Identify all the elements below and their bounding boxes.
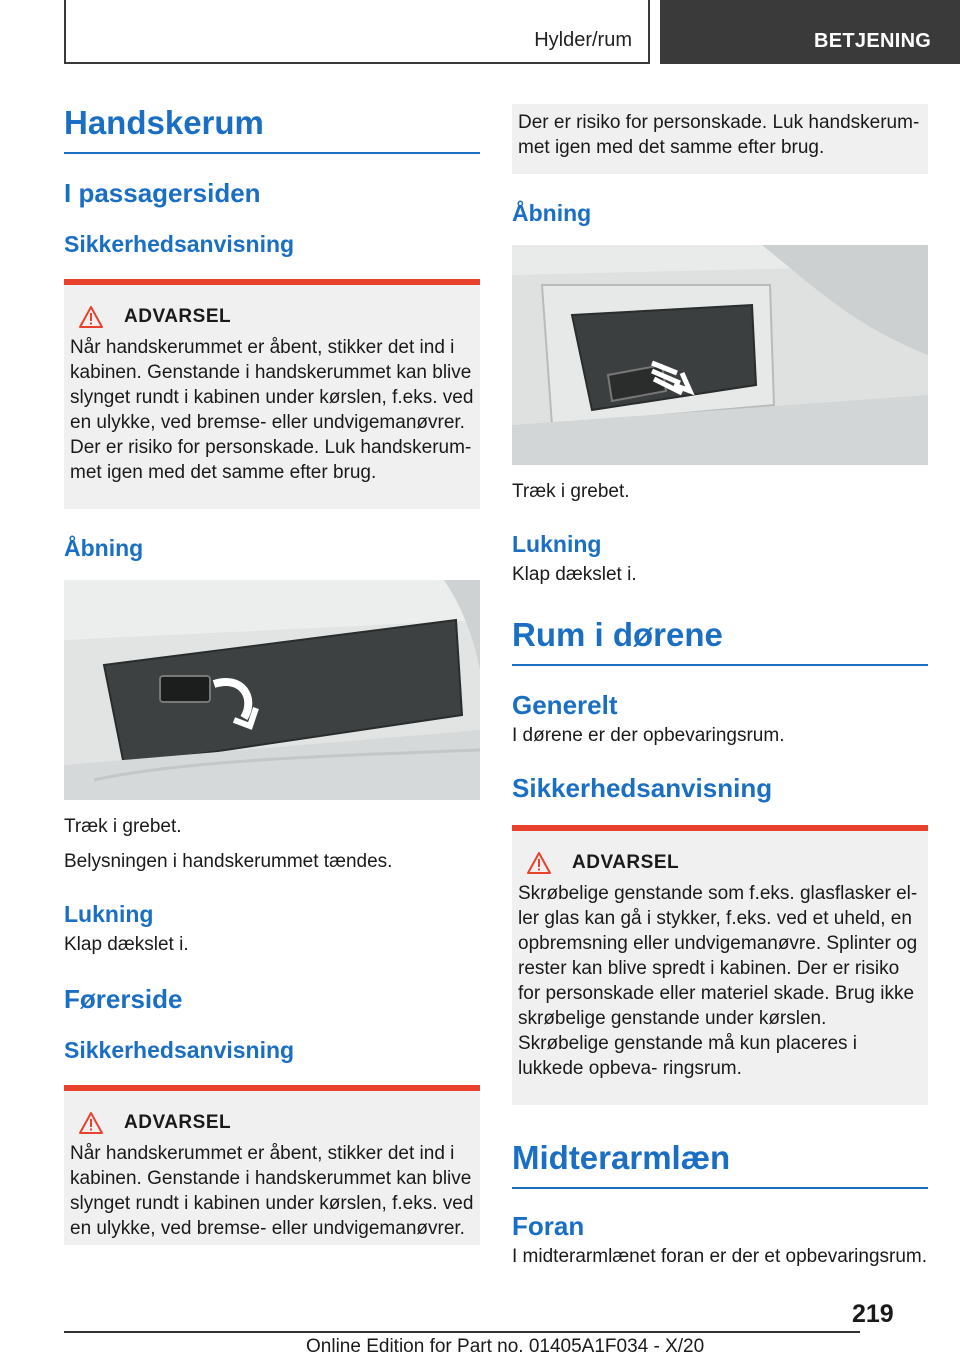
warning-box-3 [512, 825, 928, 1105]
left-column [64, 100, 480, 1245]
warning-text: Der er risiko for personskade. Luk handskerum‐ met igen med det samme efter brug. [518, 112, 920, 158]
general-text: I dørene er der opbevaringsrum. [512, 725, 785, 746]
page-header [0, 0, 960, 66]
warning-text: Når handskerummet er åbent, stikker det ind i kabinen. Genstande i handskerummet kan blive slynget rundt i kabinen under kørslen, f.eks. ved en ulykke, ved bremse- eller undvigemanøvrer. Der er risiko for personskade. Luk handskerum‐ met igen med det samme efter brug. [70, 337, 474, 483]
glovebox-driver-image [512, 245, 928, 465]
right-column [512, 104, 928, 1270]
heading-passenger-side: I passagersiden [64, 178, 261, 208]
warning-box-1 [64, 279, 480, 509]
front-text: I midterarmlænet foran er der et opbevaringsrum. [512, 1246, 928, 1267]
warning-triangle-icon [78, 305, 104, 329]
footer-edition: Online Edition for Part no. 01405A1F034 - X/20 [306, 1336, 705, 1357]
heading-safety-2: Sikkerhedsanvisning [64, 1037, 295, 1063]
glovebox-driver-illustration [512, 245, 928, 465]
heading-closing: Lukning [512, 531, 602, 557]
pull-handle-text: Træk i grebet. [64, 816, 182, 837]
header-breadcrumb-box [64, 0, 650, 64]
breadcrumb: Hylder/rum [534, 29, 632, 51]
heading-opening: Åbning [512, 200, 592, 226]
heading-safety-3: Sikkerhedsanvisning [512, 773, 773, 803]
close-text: Klap dækslet i. [512, 564, 637, 585]
warning-box-2-continued [512, 104, 928, 174]
warning-header [78, 1111, 474, 1135]
warning-triangle-icon [78, 1111, 104, 1135]
warning-header [526, 851, 922, 875]
close-text: Klap dækslet i. [64, 934, 189, 955]
heading-opening: Åbning [64, 535, 144, 561]
glovebox-passenger-illustration [64, 580, 480, 800]
warning-text: Når handskerummet er åbent, stikker det ind i kabinen. Genstande i handskerummet kan blive slynget rundt i kabinen under kørslen, f.eks. ved en ulykke, ved bremse- eller undvigemanøvrer. [70, 1143, 474, 1239]
light-text: Belysningen i handskerummet tændes. [64, 851, 393, 872]
heading-door-compartments: Rum i dørene [512, 616, 928, 666]
warning-text: Skrøbelige genstande som f.eks. glasflasker el‐ ler glas kan gå i stykker, f.eks. ved et uheld, en opbremsning eller undvigemanøvre. Splinter og rester kan blive spredt i kabinen. Der er risiko for personskade eller materiel skade. Brug ikke skrøbelige genstande under kørslen. Skrøbelige genstande må kun placeres i lukkede opbeva‐ ringsrum. [518, 883, 918, 1079]
heading-center-armrest: Midterarmlæn [512, 1139, 928, 1189]
heading-closing: Lukning [64, 901, 154, 927]
section-label: BETJENING [814, 30, 932, 52]
glovebox-passenger-image [64, 580, 480, 800]
page-title: Handskerum [64, 104, 480, 154]
heading-front: Foran [512, 1211, 585, 1241]
warning-box-2 [64, 1085, 480, 1245]
footer-divider [64, 1331, 860, 1333]
warning-title: ADVARSEL [124, 1112, 232, 1133]
warning-triangle-icon [526, 851, 552, 875]
heading-driver-side: Førerside [64, 984, 183, 1014]
header-section-box [660, 0, 960, 64]
page-number: 219 [852, 1300, 894, 1328]
warning-title: ADVARSEL [124, 306, 232, 327]
warning-title: ADVARSEL [572, 852, 680, 873]
pull-handle-text: Træk i grebet. [512, 481, 630, 502]
heading-safety-1: Sikkerhedsanvisning [64, 231, 295, 257]
warning-header [78, 305, 474, 329]
heading-general: Generelt [512, 690, 618, 720]
